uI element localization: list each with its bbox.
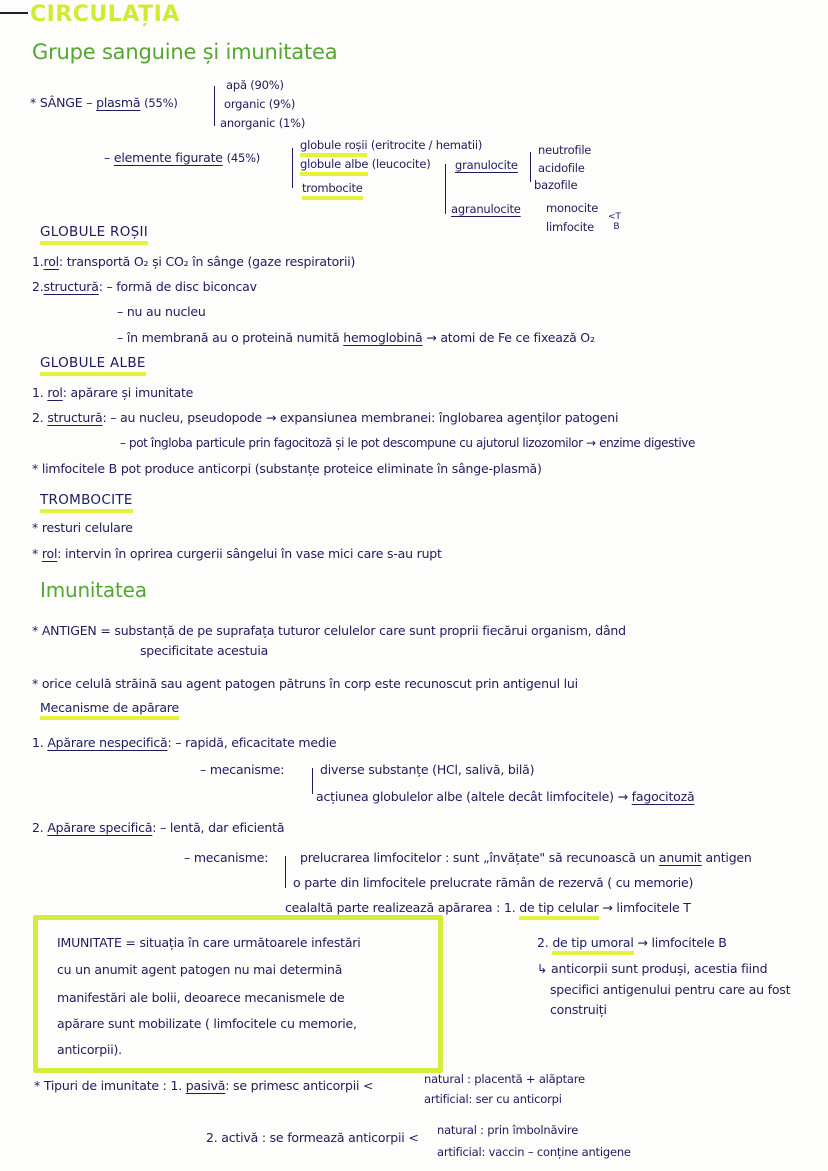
page-title: CIRCULAȚIA: [30, 2, 180, 27]
plasma-pct: (55%): [144, 96, 178, 110]
specifica: [32, 820, 284, 835]
monocite: monocite: [546, 201, 599, 215]
umoral-note: construiți: [550, 1002, 607, 1017]
brace: [312, 768, 313, 794]
gr-structura: [32, 279, 257, 294]
rol-text: : apărare și imunitate: [62, 385, 194, 400]
tipuri-label: * Tipuri de imunitate :: [34, 1078, 167, 1093]
text: cealaltă parte realizează apărarea :: [285, 900, 501, 915]
globule-rosii: globule roșii: [300, 138, 367, 157]
rol-label: rol: [47, 385, 63, 400]
ga-structura: [32, 410, 618, 425]
pasiva-item: artificial: ser cu anticorpi: [424, 1092, 562, 1106]
umoral-note: specifici antigenului pentru care au fost: [550, 982, 791, 997]
mecanism-item: [316, 789, 694, 804]
brace: [214, 86, 215, 126]
umoral-label: de tip umoral: [552, 935, 633, 955]
mecanism-item: diverse substanțe (HCl, salivă, bilă): [320, 762, 535, 777]
text: → limfocitele B: [637, 935, 727, 950]
globule-albe-item: [300, 157, 431, 171]
sange-text: * SÂNGE –: [30, 95, 93, 110]
heading-trombocite: TROMBOCITE: [40, 492, 133, 513]
globule-albe: globule albe: [300, 157, 368, 176]
text: acțiunea globulelor albe (altele decât limfocitele) →: [316, 789, 628, 804]
structura-text: : – formă de disc biconcav: [98, 279, 257, 294]
plasma-label: plasmă: [96, 95, 141, 110]
num: 1.: [32, 385, 44, 400]
trombocite-rol: [32, 546, 442, 561]
sp-label: Apărare specifică: [47, 820, 153, 835]
sp-text: : – lentă, dar eficientă: [152, 820, 285, 835]
num: 1.: [503, 900, 516, 915]
brace: [292, 148, 293, 188]
num: 1.: [32, 254, 44, 269]
tipuri-pasiva: * Tipuri de imunitate : 1. pasivă: se primesc anticorpii <: [34, 1078, 374, 1093]
gr-line: – nu au nucleu: [117, 304, 206, 319]
gr-rol: [32, 254, 355, 269]
ga-line: – pot îngloba particule prin fagocitoză și le pot descompune cu ajutorul lizozomilor → enzime digestive: [120, 436, 695, 450]
fagocitoza: fagocitoză: [631, 789, 695, 804]
celular: de tip celular: [519, 900, 598, 920]
num: 2.: [537, 935, 549, 950]
elemente-pct: (45%): [226, 151, 261, 165]
definition-line: apărare sunt mobilizate ( limfocitele cu memorie,: [57, 1016, 357, 1031]
nespecifica: [32, 735, 336, 750]
rol-text: : transportă O₂ și CO₂ în sânge (gaze respiratorii): [58, 254, 356, 269]
trombocite-item: trombocite: [302, 181, 363, 200]
text: : se primesc anticorpii: [225, 1078, 360, 1093]
plasma-item: anorganic (1%): [220, 116, 306, 130]
ga-rol: [32, 385, 193, 400]
nesp-label: Apărare nespecifică: [47, 735, 168, 750]
definition-line: IMUNITATE = situația în care următoarele infestări: [57, 935, 361, 950]
margin-dash: [0, 12, 28, 14]
star: *: [32, 546, 39, 561]
structura-label: structură: [47, 410, 103, 425]
heading-imunitatea: Imunitatea: [40, 578, 147, 602]
limfocite-types: <T B: [608, 212, 621, 232]
activa: 2. activă : se formează anticorpii: [206, 1130, 405, 1145]
note: (leucocite): [371, 157, 431, 171]
brace: [285, 856, 286, 888]
definition-line: anticorpii).: [57, 1042, 122, 1057]
brace: [445, 164, 446, 214]
text: → limfocitele T: [602, 900, 691, 915]
elemente-figurate: [104, 150, 260, 165]
tipuri-activa: 2. activă : se formează anticorpii <: [206, 1130, 419, 1145]
granulocite-item: acidofile: [538, 161, 585, 175]
hemoglobina: hemoglobină: [343, 330, 423, 345]
num: 2.: [32, 820, 44, 835]
ga-note: * limfocitele B pot produce anticorpi (substanțe proteice eliminate în sânge-plasmă): [32, 461, 542, 476]
text: prelucrarea limfocitelor : sunt „învățate" să recunoască un: [300, 850, 656, 865]
num: 2.: [32, 279, 44, 294]
num: 1.: [32, 735, 44, 750]
mecanism-item: o parte din limfocitele prelucrate rămân de rezervă ( cu memorie): [293, 875, 694, 890]
limfocite: limfocite: [546, 220, 594, 234]
heading-mecanisme: Mecanisme de apărare: [40, 700, 179, 720]
text: antigen: [705, 850, 752, 865]
rol-label: rol: [43, 254, 59, 269]
granulocite: granulocite: [455, 158, 518, 172]
num: 1.: [170, 1078, 183, 1093]
sange-label: [30, 95, 178, 110]
gr-line: [117, 330, 595, 345]
anumit: anumit: [658, 850, 702, 865]
antigen-def-cont: specificitate acestuia: [140, 643, 269, 658]
globule-rosii-item: [300, 138, 482, 152]
umoral: [537, 935, 727, 950]
structura-label: structură: [43, 279, 99, 294]
note: (eritrocite / hematii): [370, 138, 483, 152]
activa-item: artificial: vaccin – conține antigene: [437, 1145, 631, 1159]
text: → atomi de Fe ce fixează O₂: [426, 330, 595, 345]
pasiva-item: natural : placentă + alăptare: [424, 1072, 585, 1086]
granulocite-item: neutrofile: [538, 143, 592, 157]
elemente-label: elemente figurate: [113, 150, 223, 165]
text: – în membrană au o proteină numită: [117, 330, 340, 345]
rol-label: rol: [41, 546, 58, 561]
plasma-item: apă (90%): [226, 78, 284, 92]
plasma-item: organic (9%): [224, 97, 296, 111]
mecanism-item: [300, 850, 752, 865]
pasiva: pasivă: [185, 1078, 226, 1093]
structura-text: : – au nucleu, pseudopode → expansiunea membranei: înglobarea agenților patogeni: [102, 410, 619, 425]
num: 2.: [32, 410, 44, 425]
trombocite-line: * resturi celulare: [32, 520, 133, 535]
definition-line: cu un anumit agent patogen nu mai determină: [57, 962, 343, 977]
heading-globule-albe: GLOBULE ALBE: [40, 355, 146, 376]
dash: –: [104, 150, 111, 165]
type-t: T: [615, 212, 621, 222]
umoral-note: ↳ anticorpii sunt produși, acestia fiind: [537, 961, 768, 976]
nesp-text: : – rapidă, eficacitate medie: [167, 735, 337, 750]
agranulocite: agranulocite: [451, 202, 521, 216]
orice-line: * orice celulă străină sau agent patogen pătruns în corp este recunoscut prin antigenul lui: [32, 676, 578, 691]
brace: [530, 152, 531, 182]
rol-text: : intervin în oprirea curgerii sângelui în vase mici care s-au rupt: [57, 546, 442, 561]
antigen-def: * ANTIGEN = substanță de pe suprafața tuturor celulelor care sunt proprii fiecărui organism, dând: [32, 623, 626, 638]
mecanisme-label: – mecanisme:: [200, 762, 285, 777]
subtitle: Grupe sanguine și imunitatea: [32, 40, 338, 64]
mecanisme-label: – mecanisme:: [184, 850, 269, 865]
type-b: B: [613, 222, 620, 232]
activa-item: natural : prin îmbolnăvire: [437, 1123, 579, 1137]
heading-globule-rosii: GLOBULE ROȘII: [40, 224, 148, 245]
mecanism-item: [285, 900, 691, 915]
granulocite-item: bazofile: [534, 178, 578, 192]
definition-line: manifestări ale bolii, deoarece mecanismele de: [57, 990, 345, 1005]
